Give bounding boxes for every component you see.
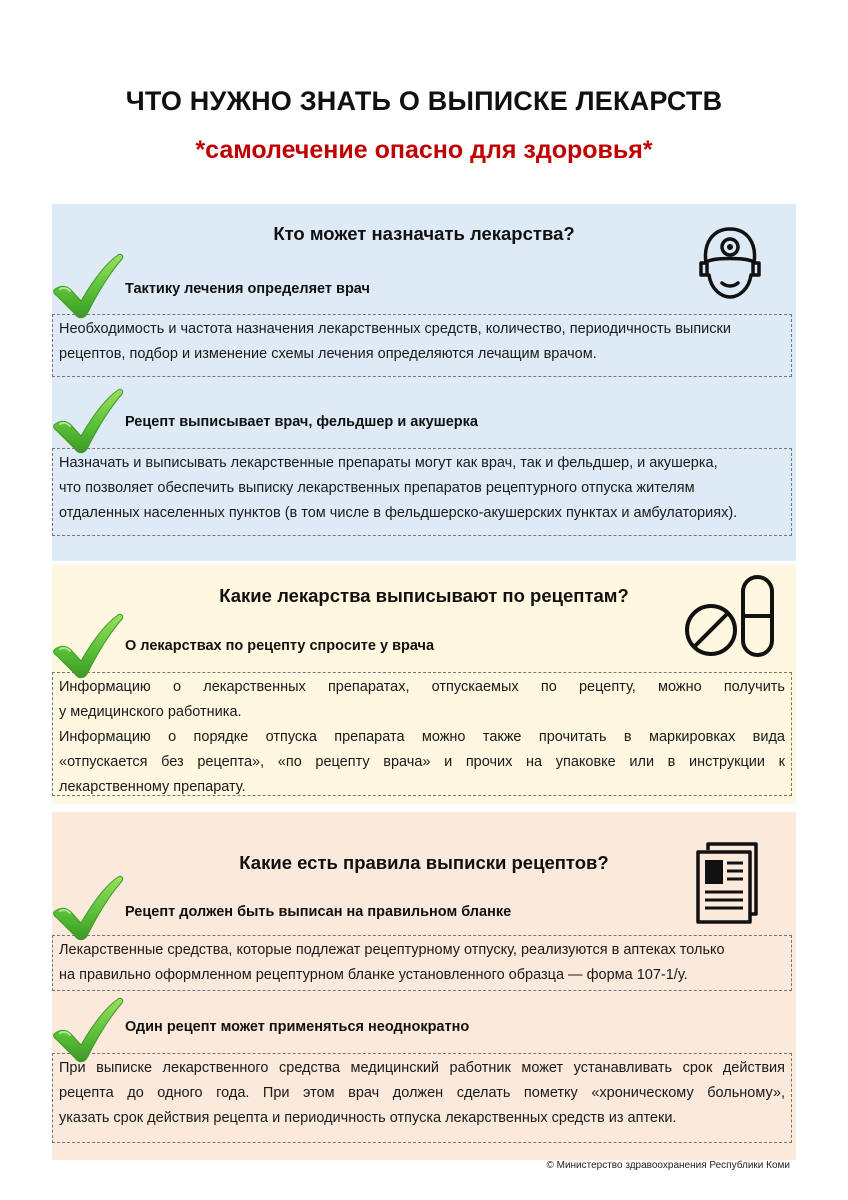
- check-icon: [52, 874, 124, 942]
- info-line: Назначать и выписывать лекарственные препараты могут как врач, так и фельдшер, и акушерка,: [59, 455, 718, 471]
- info-line: на правильно оформленном рецептурном бланке установленного образца — форма 107-1/у.: [59, 967, 688, 983]
- info-box: [52, 314, 792, 377]
- check-icon: [52, 387, 124, 455]
- section-title: Кто может назначать лекарства?: [273, 223, 575, 244]
- info-line: Информацию о лекарственных препаратах, отпускаемых по рецепту, можно получить: [59, 679, 785, 695]
- rule-heading: Тактику лечения определяет врач: [125, 281, 370, 297]
- info-line: лекарственному препарату.: [59, 779, 246, 795]
- info-line: Информацию о порядке отпуска препарата можно также прочитать в маркировках вида: [59, 729, 785, 745]
- section-which-drugs: [52, 564, 796, 804]
- section-who-prescribes: [52, 204, 796, 561]
- section-prescription-rules: [52, 812, 796, 1160]
- info-line: Необходимость и частота назначения лекарственных средств, количество, периодичность выписки: [59, 321, 731, 337]
- rule-heading: Рецепт должен быть выписан на правильном бланке: [125, 904, 512, 920]
- section-title: Какие есть правила выписки рецептов?: [239, 852, 609, 873]
- info-box: [52, 935, 792, 991]
- rule-heading: Один рецепт может применяться неоднократно: [125, 1019, 470, 1035]
- prescription-form-icon: [694, 840, 760, 926]
- info-line: рецепта до одного года. При этом врач должен сделать пометку «хроническому больному»,: [59, 1085, 785, 1101]
- info-box: [52, 672, 792, 796]
- rule-heading: Рецепт выписывает врач, фельдшер и акушерка: [125, 414, 478, 430]
- check-icon: [52, 612, 124, 680]
- doctor-icon: [697, 225, 763, 301]
- pills-icon: [684, 574, 776, 658]
- info-box: [52, 448, 792, 536]
- info-line: что позволяет обеспечить выписку лекарственных препаратов рецептурного отпуска жителям: [59, 480, 695, 496]
- info-line: Лекарственные средства, которые подлежат рецептурному отпуску, реализуются в аптеках только: [59, 942, 725, 958]
- info-line: отдаленных населенных пунктов (в том числе в фельдшерско-акушерских пунктах и амбулаториях).: [59, 505, 738, 521]
- page-subtitle: *самолечение опасно для здоровья*: [195, 136, 653, 164]
- info-line: «отпускается без рецепта», «по рецепту врача» и прочих на упаковке или в инструкции к: [59, 754, 785, 770]
- info-box: [52, 1053, 792, 1143]
- section-title: Какие лекарства выписывают по рецептам?: [219, 585, 629, 606]
- info-line: у медицинского работника.: [59, 704, 242, 720]
- page-title: ЧТО НУЖНО ЗНАТЬ О ВЫПИСКЕ ЛЕКАРСТВ: [125, 86, 723, 116]
- info-line: рецептов, подбор и изменение схемы лечения определяются лечащим врачом.: [59, 346, 597, 362]
- info-line: указать срок действия рецепта и периодичность отпуска лекарственных средств из аптеки.: [59, 1110, 677, 1126]
- check-icon: [52, 252, 124, 320]
- rule-heading: О лекарствах по рецепту спросите у врача: [125, 638, 435, 654]
- info-line: При выписке лекарственного средства медицинский работник может устанавливать срок действия: [59, 1060, 785, 1076]
- footer-copyright: © Министерство здравоохранения Республики Коми: [546, 1160, 790, 1171]
